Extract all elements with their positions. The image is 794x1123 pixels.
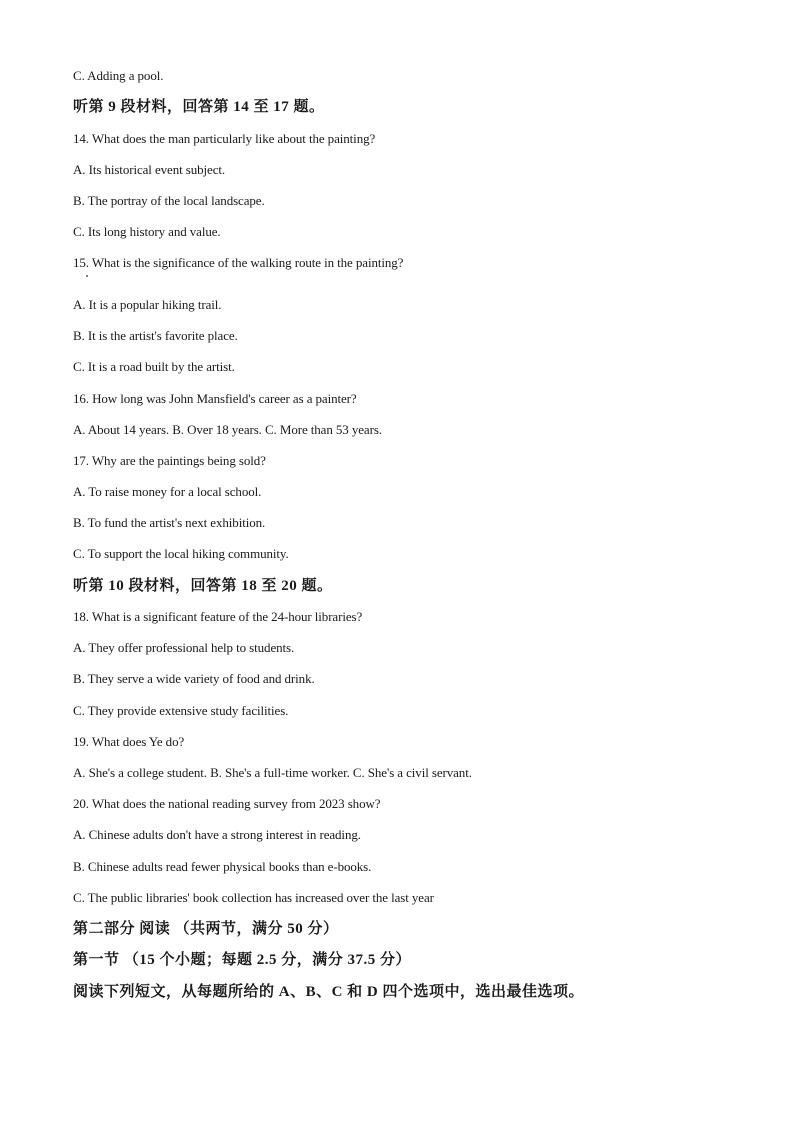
- stray-mark: [86, 275, 88, 277]
- options-16: A. About 14 years. B. Over 18 years. C. More than 53 years.: [73, 422, 382, 437]
- option-15b: B. It is the artist's favorite place.: [73, 328, 238, 343]
- option-17c: C. To support the local hiking community.: [73, 546, 289, 561]
- question-17: 17. Why are the paintings being sold?: [73, 453, 266, 468]
- part-two-heading: 第二部分 阅读 （共两节，满分 50 分）: [73, 921, 339, 937]
- option-18c: C. They provide extensive study facilities.: [73, 703, 289, 718]
- question-19: 19. What does Ye do?: [73, 734, 185, 749]
- option-14c: C. Its long history and value.: [73, 224, 221, 239]
- option-15a: A. It is a popular hiking trail.: [73, 297, 222, 312]
- option-14a: A. Its historical event subject.: [73, 162, 226, 177]
- option-14b: B. The portray of the local landscape.: [73, 193, 265, 208]
- question-16: 16. How long was John Mansfield's career as a painter?: [73, 391, 357, 406]
- option-18a: A. They offer professional help to students.: [73, 640, 295, 655]
- question-15: 15. What is the significance of the walking route in the painting?: [73, 255, 404, 270]
- option-20a: A. Chinese adults don't have a strong interest in reading.: [73, 827, 361, 842]
- option-20c: C. The public libraries' book collection has increased over the last year: [73, 890, 434, 905]
- option-15c: C. It is a road built by the artist.: [73, 359, 235, 374]
- option-18b: B. They serve a wide variety of food and drink.: [73, 671, 315, 686]
- section-one-heading: 第一节 （15 个小题；每题 2.5 分，满分 37.5 分）: [73, 952, 412, 968]
- section-heading-passage-9: 听第 9 段材料，回答第 14 至 17 题。: [73, 99, 325, 115]
- option-13c: C. Adding a pool.: [73, 68, 164, 83]
- option-17a: A. To raise money for a local school.: [73, 484, 262, 499]
- option-20b: B. Chinese adults read fewer physical books than e-books.: [73, 859, 372, 874]
- reading-instructions: 阅读下列短文，从每题所给的 A、B、C 和 D 四个选项中，选出最佳选项。: [73, 984, 585, 1000]
- question-20: 20. What does the national reading survey from 2023 show?: [73, 796, 381, 811]
- question-14: 14. What does the man particularly like about the painting?: [73, 131, 376, 146]
- option-17b: B. To fund the artist's next exhibition.: [73, 515, 266, 530]
- section-heading-passage-10: 听第 10 段材料，回答第 18 至 20 题。: [73, 578, 333, 594]
- options-19: A. She's a college student. B. She's a full-time worker. C. She's a civil servant.: [73, 765, 472, 780]
- question-18: 18. What is a significant feature of the 24-hour libraries?: [73, 609, 363, 624]
